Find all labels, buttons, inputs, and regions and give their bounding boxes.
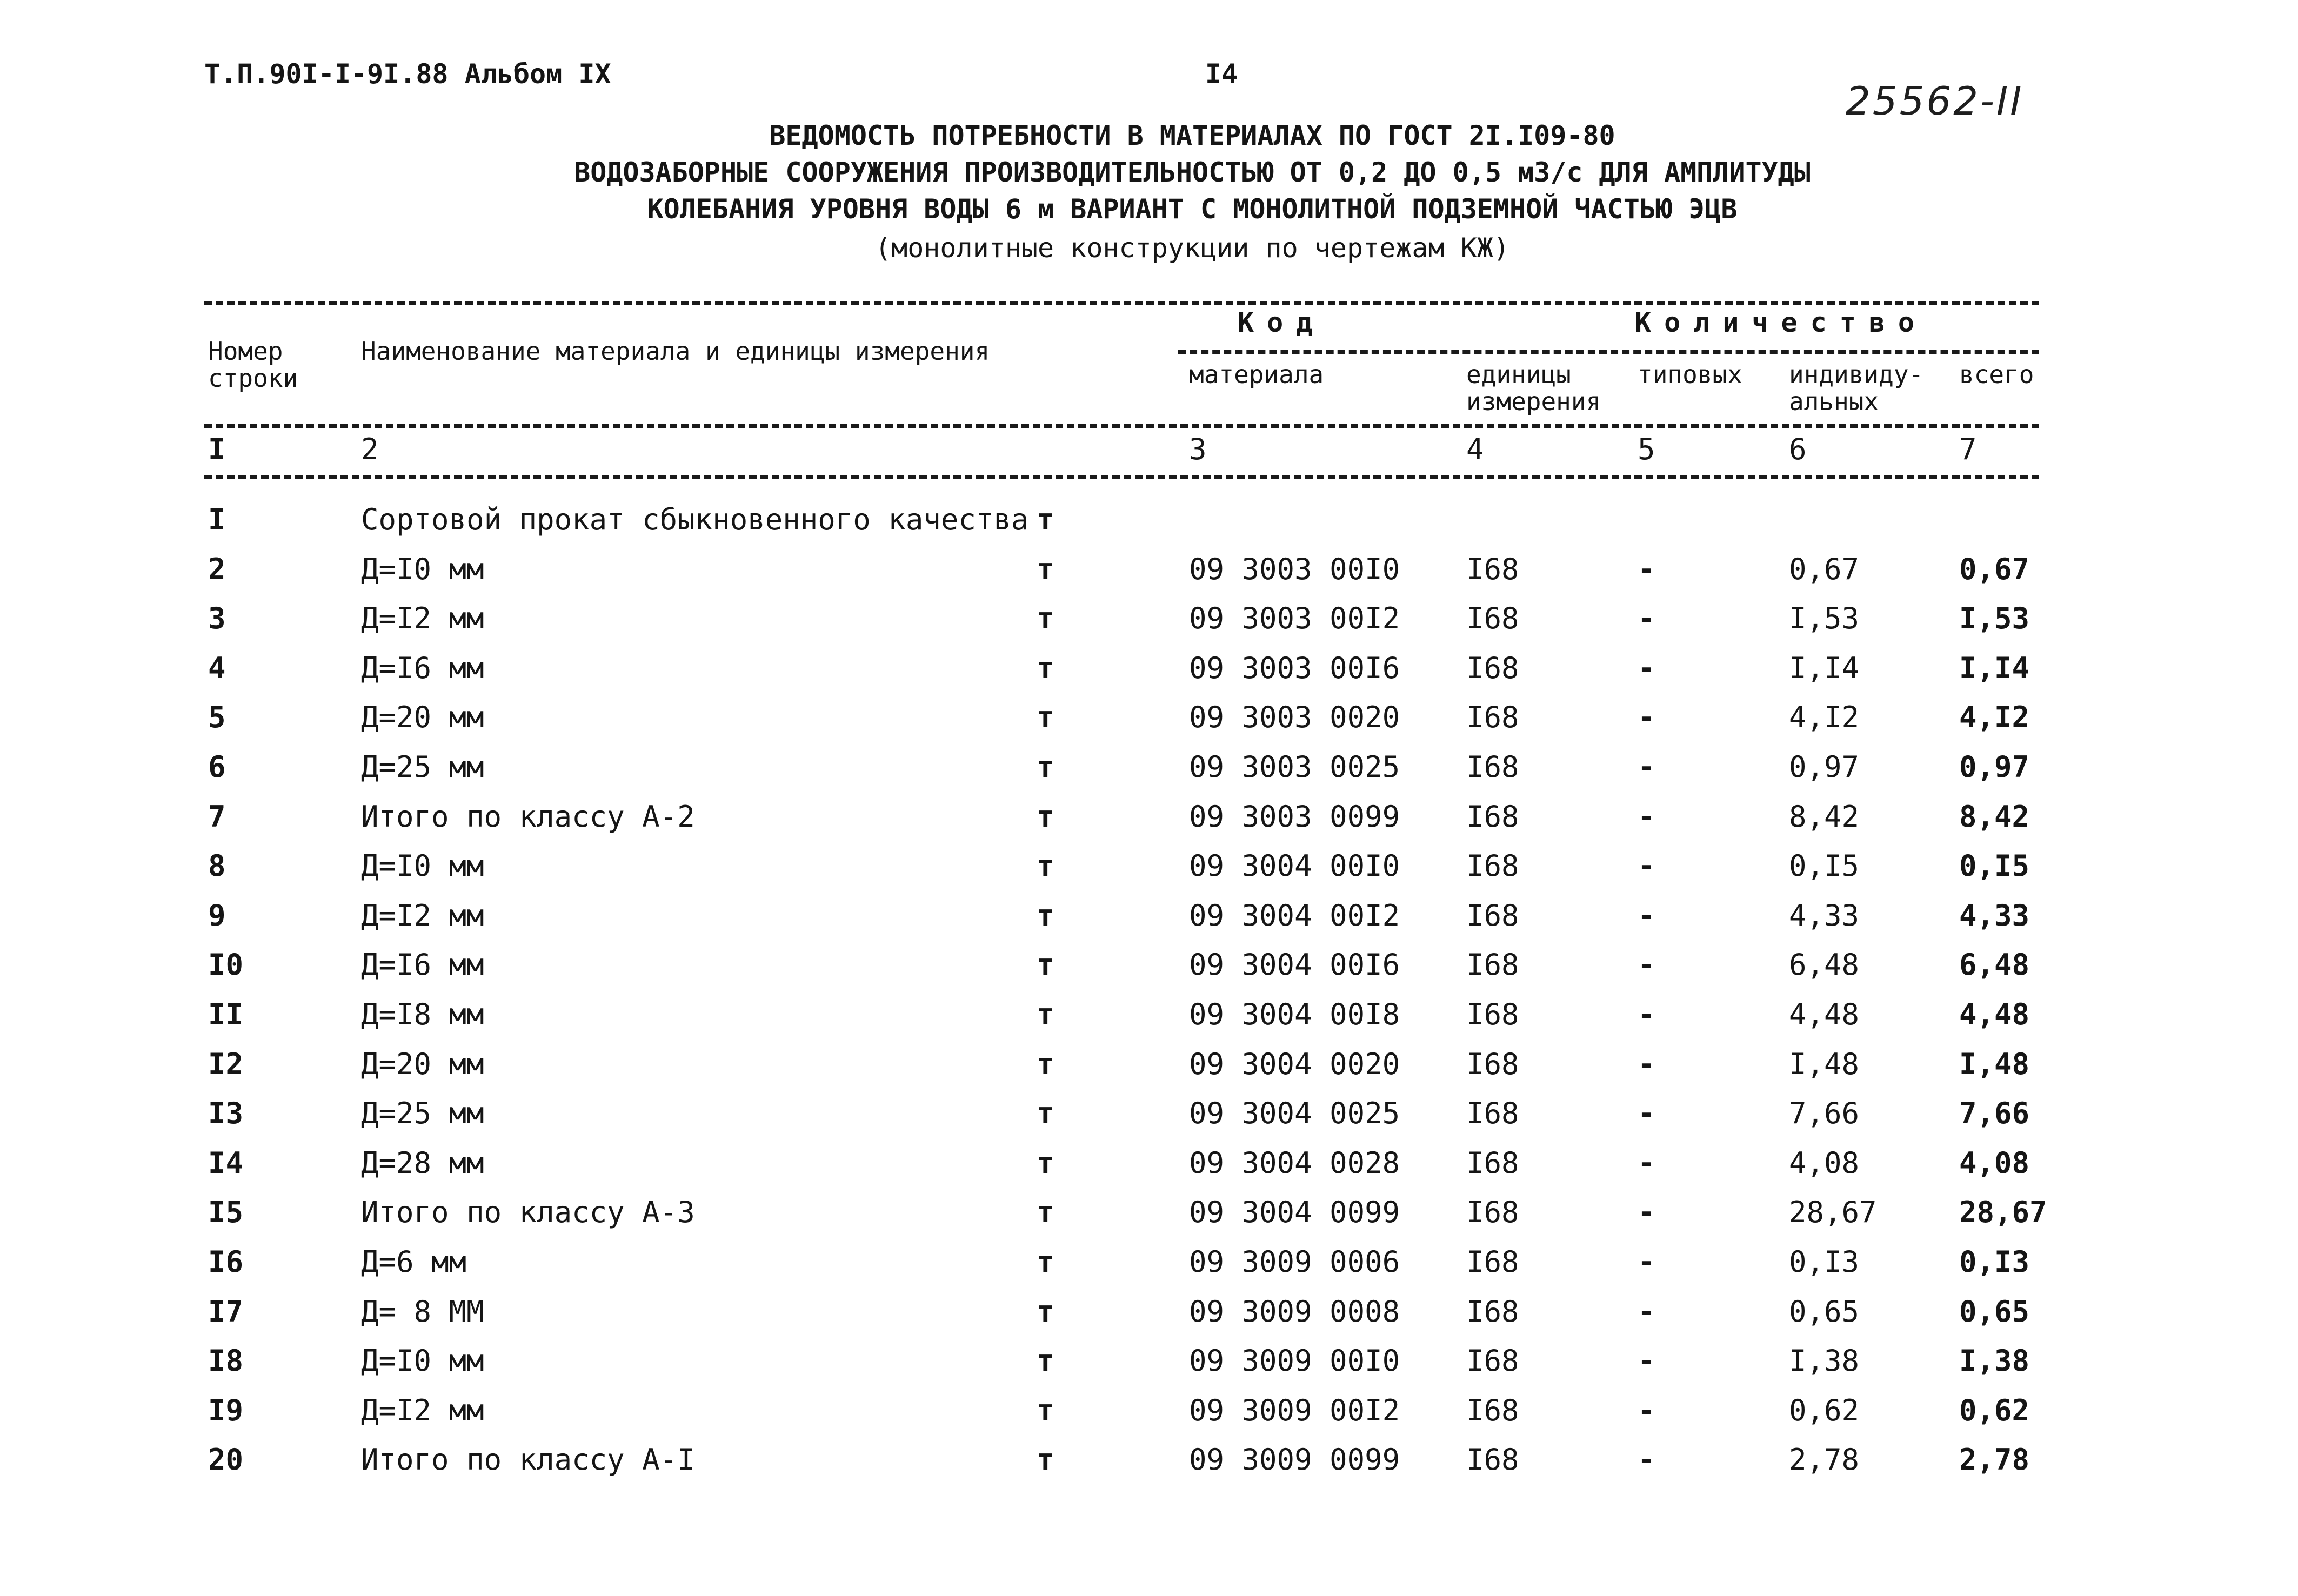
unit-code-cell: I68 bbox=[1466, 948, 1519, 982]
qty-typical-cell: - bbox=[1638, 552, 1655, 586]
row-number-cell: I bbox=[208, 502, 226, 537]
unit-cell: т bbox=[1037, 1295, 1054, 1329]
document-title: ВЕДОМОСТЬ ПОТРЕБНОСТИ В МАТЕРИАЛАХ ПО ГОСТ 2I.I09-80 bbox=[769, 120, 1615, 151]
unit-code-cell: I68 bbox=[1466, 997, 1519, 1031]
table-row bbox=[0, 849, 2298, 898]
qty-individual-cell: 4,48 bbox=[1789, 997, 1860, 1031]
unit-code-cell: I68 bbox=[1466, 800, 1519, 834]
row-number-cell: II bbox=[208, 997, 244, 1031]
unit-code-cell: I68 bbox=[1466, 700, 1519, 734]
document-subtitle-note: (монолитные конструкции по чертежам КЖ) bbox=[875, 232, 1509, 264]
qty-typical-cell: - bbox=[1638, 601, 1655, 635]
page-number: I4 bbox=[1205, 58, 1238, 90]
qty-typical-cell: - bbox=[1638, 700, 1655, 734]
unit-code-cell: I68 bbox=[1466, 1146, 1519, 1180]
qty-individual-cell: 0,I5 bbox=[1789, 849, 1860, 883]
unit-cell: т bbox=[1037, 1344, 1054, 1378]
material-code-cell: 09 3004 00I2 bbox=[1189, 898, 1400, 933]
document-subtitle-line-1: ВОДОЗАБОРНЫЕ СООРУЖЕНИЯ ПРОИЗВОДИТЕЛЬНОСТЬЮ ОТ 0,2 ДО 0,5 м3/с ДЛЯ АМПЛИТУДЫ bbox=[574, 157, 1811, 188]
qty-total-cell: 0,97 bbox=[1959, 750, 2030, 784]
table-row bbox=[0, 1245, 2298, 1294]
qty-individual-cell: 0,I3 bbox=[1789, 1245, 1860, 1279]
unit-cell: т bbox=[1037, 898, 1054, 933]
material-name-cell: Д=25 мм bbox=[361, 1096, 484, 1130]
material-name-cell: Д=20 мм bbox=[361, 1047, 484, 1081]
qty-individual-cell: 6,48 bbox=[1789, 948, 1860, 982]
material-code-cell: 09 3009 0006 bbox=[1189, 1245, 1400, 1279]
qty-total-cell: 4,08 bbox=[1959, 1146, 2030, 1180]
unit-code-cell: I68 bbox=[1466, 1393, 1519, 1427]
unit-code-cell: I68 bbox=[1466, 750, 1519, 784]
qty-typical-cell: - bbox=[1638, 1344, 1655, 1378]
unit-code-cell: I68 bbox=[1466, 1195, 1519, 1229]
qty-total-cell: 0,67 bbox=[1959, 552, 2030, 586]
qty-individual-cell: I,48 bbox=[1789, 1047, 1860, 1081]
unit-cell: т bbox=[1037, 700, 1054, 734]
material-code-cell: 09 3004 0020 bbox=[1189, 1047, 1400, 1081]
material-name-cell: Д=I6 мм bbox=[361, 651, 484, 685]
unit-cell: т bbox=[1037, 800, 1054, 834]
qty-individual-cell: 7,66 bbox=[1789, 1096, 1860, 1130]
unit-cell: т bbox=[1037, 601, 1054, 635]
qty-total-cell: 8,42 bbox=[1959, 800, 2030, 834]
material-code-cell: 09 3003 0020 bbox=[1189, 700, 1400, 734]
material-name-cell: Сортовой прокат сбыкновенного качества bbox=[361, 502, 1029, 537]
material-code-cell: 09 3003 0099 bbox=[1189, 800, 1400, 834]
qty-total-cell: I,I4 bbox=[1959, 651, 2030, 685]
material-code-cell: 09 3003 00I2 bbox=[1189, 601, 1400, 635]
material-code-cell: 09 3003 0025 bbox=[1189, 750, 1400, 784]
column-number-4: 4 bbox=[1466, 432, 1484, 466]
qty-typical-cell: - bbox=[1638, 849, 1655, 883]
qty-total-cell: 7,66 bbox=[1959, 1096, 2030, 1130]
material-name-cell: Итого по классу А-I bbox=[361, 1443, 695, 1477]
document-code: Т.П.90I-I-9I.88 Альбом IX bbox=[204, 58, 611, 90]
qty-total-cell: I,38 bbox=[1959, 1344, 2030, 1378]
unit-cell: т bbox=[1037, 1393, 1054, 1427]
qty-typical-cell: - bbox=[1638, 948, 1655, 982]
qty-total-cell: 2,78 bbox=[1959, 1443, 2030, 1477]
material-code-cell: 09 3004 0025 bbox=[1189, 1096, 1400, 1130]
column-number-5: 5 bbox=[1638, 432, 1655, 466]
unit-cell: т bbox=[1037, 1096, 1054, 1130]
row-number-cell: I2 bbox=[208, 1047, 244, 1081]
table-row bbox=[0, 1443, 2298, 1492]
table-row bbox=[0, 1047, 2298, 1096]
column-number-2: 2 bbox=[361, 432, 379, 466]
header-row-number: Номер строки bbox=[208, 337, 298, 393]
header-qty-individual: индивиду- альных bbox=[1789, 360, 1924, 416]
material-name-cell: Д=I8 мм bbox=[361, 997, 484, 1031]
qty-total-cell: 4,I2 bbox=[1959, 700, 2030, 734]
qty-typical-cell: - bbox=[1638, 1047, 1655, 1081]
qty-individual-cell: I,53 bbox=[1789, 601, 1860, 635]
unit-cell: т bbox=[1037, 750, 1054, 784]
column-numbers-top-rule bbox=[204, 424, 2039, 428]
unit-code-cell: I68 bbox=[1466, 1245, 1519, 1279]
qty-individual-cell: 0,97 bbox=[1789, 750, 1860, 784]
table-row bbox=[0, 1295, 2298, 1344]
header-qty-typical: типовых bbox=[1638, 360, 1742, 389]
table-row bbox=[0, 1096, 2298, 1145]
row-number-cell: I6 bbox=[208, 1245, 244, 1279]
unit-code-cell: I68 bbox=[1466, 1047, 1519, 1081]
unit-cell: т bbox=[1037, 1195, 1054, 1229]
qty-typical-cell: - bbox=[1638, 1195, 1655, 1229]
unit-code-cell: I68 bbox=[1466, 898, 1519, 933]
material-code-cell: 09 3004 00I0 bbox=[1189, 849, 1400, 883]
material-code-cell: 09 3009 00I2 bbox=[1189, 1393, 1400, 1427]
row-number-cell: 5 bbox=[208, 700, 226, 734]
material-name-cell: Д=25 мм bbox=[361, 750, 484, 784]
column-number-1: I bbox=[208, 432, 226, 466]
row-number-cell: 4 bbox=[208, 651, 226, 685]
qty-total-cell: 6,48 bbox=[1959, 948, 2030, 982]
table-row bbox=[0, 1344, 2298, 1393]
material-name-cell: Д=I2 мм bbox=[361, 898, 484, 933]
code-group-rule bbox=[1178, 350, 2039, 354]
qty-typical-cell: - bbox=[1638, 1393, 1655, 1427]
header-code-group: Код bbox=[1238, 307, 1326, 338]
row-number-cell: I8 bbox=[208, 1344, 244, 1378]
unit-code-cell: I68 bbox=[1466, 1096, 1519, 1130]
material-code-cell: 09 3009 0099 bbox=[1189, 1443, 1400, 1477]
row-number-cell: I3 bbox=[208, 1096, 244, 1130]
header-code-material: материала bbox=[1189, 360, 1324, 389]
qty-total-cell: 28,67 bbox=[1959, 1195, 2047, 1229]
material-name-cell: Д=6 мм bbox=[361, 1245, 467, 1279]
row-number-cell: I0 bbox=[208, 948, 244, 982]
table-top-rule bbox=[204, 301, 2039, 305]
qty-typical-cell: - bbox=[1638, 1096, 1655, 1130]
qty-typical-cell: - bbox=[1638, 1295, 1655, 1329]
row-number-cell: I5 bbox=[208, 1195, 244, 1229]
header-quantity-group: Количество bbox=[1635, 307, 1928, 338]
table-row bbox=[0, 651, 2298, 700]
table-row bbox=[0, 1195, 2298, 1244]
unit-cell: т bbox=[1037, 948, 1054, 982]
row-number-cell: I9 bbox=[208, 1393, 244, 1427]
qty-individual-cell: 8,42 bbox=[1789, 800, 1860, 834]
qty-typical-cell: - bbox=[1638, 1443, 1655, 1477]
table-row bbox=[0, 750, 2298, 799]
qty-individual-cell: 0,65 bbox=[1789, 1295, 1860, 1329]
material-code-cell: 09 3004 0099 bbox=[1189, 1195, 1400, 1229]
unit-code-cell: I68 bbox=[1466, 552, 1519, 586]
qty-total-cell: 4,33 bbox=[1959, 898, 2030, 933]
qty-typical-cell: - bbox=[1638, 1245, 1655, 1279]
column-numbers-bottom-rule bbox=[204, 475, 2039, 479]
qty-individual-cell: 28,67 bbox=[1789, 1195, 1877, 1229]
unit-cell: т bbox=[1037, 651, 1054, 685]
qty-individual-cell: I,38 bbox=[1789, 1344, 1860, 1378]
table-row bbox=[0, 1393, 2298, 1443]
qty-individual-cell: I,I4 bbox=[1789, 651, 1860, 685]
material-code-cell: 09 3004 00I8 bbox=[1189, 997, 1400, 1031]
qty-individual-cell: 0,67 bbox=[1789, 552, 1860, 586]
unit-cell: т bbox=[1037, 552, 1054, 586]
material-name-cell: Д=I0 мм bbox=[361, 849, 484, 883]
material-name-cell: Д=20 мм bbox=[361, 700, 484, 734]
material-name-cell: Д= 8 ММ bbox=[361, 1295, 484, 1329]
row-number-cell: 8 bbox=[208, 849, 226, 883]
unit-cell: т bbox=[1037, 1245, 1054, 1279]
qty-total-cell: I,53 bbox=[1959, 601, 2030, 635]
qty-individual-cell: 0,62 bbox=[1789, 1393, 1860, 1427]
document-subtitle-line-2: КОЛЕБАНИЯ УРОВНЯ ВОДЫ 6 м ВАРИАНТ С МОНОЛИТНОЙ ПОДЗЕМНОЙ ЧАСТЬЮ ЭЦВ bbox=[647, 193, 1738, 225]
unit-code-cell: I68 bbox=[1466, 1344, 1519, 1378]
qty-total-cell: 0,62 bbox=[1959, 1393, 2030, 1427]
table-row bbox=[0, 997, 2298, 1047]
material-name-cell: Д=28 мм bbox=[361, 1146, 484, 1180]
table-row bbox=[0, 898, 2298, 948]
material-code-cell: 09 3003 00I0 bbox=[1189, 552, 1400, 586]
material-name-cell: Итого по классу А-2 bbox=[361, 800, 695, 834]
column-number-7: 7 bbox=[1959, 432, 1977, 466]
qty-total-cell: 4,48 bbox=[1959, 997, 2030, 1031]
table-row bbox=[0, 800, 2298, 849]
qty-individual-cell: 2,78 bbox=[1789, 1443, 1860, 1477]
material-name-cell: Д=I6 мм bbox=[361, 948, 484, 982]
unit-cell: т bbox=[1037, 1146, 1054, 1180]
material-code-cell: 09 3009 00I0 bbox=[1189, 1344, 1400, 1378]
row-number-cell: 7 bbox=[208, 800, 226, 834]
unit-code-cell: I68 bbox=[1466, 601, 1519, 635]
row-number-cell: 9 bbox=[208, 898, 226, 933]
unit-cell: т bbox=[1037, 849, 1054, 883]
qty-total-cell: I,48 bbox=[1959, 1047, 2030, 1081]
qty-typical-cell: - bbox=[1638, 800, 1655, 834]
qty-total-cell: 0,65 bbox=[1959, 1295, 2030, 1329]
row-number-cell: I7 bbox=[208, 1295, 244, 1329]
material-code-cell: 09 3004 0028 bbox=[1189, 1146, 1400, 1180]
row-number-cell: 2 bbox=[208, 552, 226, 586]
material-code-cell: 09 3004 00I6 bbox=[1189, 948, 1400, 982]
unit-code-cell: I68 bbox=[1466, 1295, 1519, 1329]
qty-individual-cell: 4,08 bbox=[1789, 1146, 1860, 1180]
material-name-cell: Д=I0 мм bbox=[361, 552, 484, 586]
row-number-cell: 3 bbox=[208, 601, 226, 635]
row-number-cell: I4 bbox=[208, 1146, 244, 1180]
row-number-cell: 6 bbox=[208, 750, 226, 784]
header-material-name: Наименование материала и единицы измерения bbox=[361, 337, 990, 366]
qty-typical-cell: - bbox=[1638, 898, 1655, 933]
material-code-cell: 09 3009 0008 bbox=[1189, 1295, 1400, 1329]
material-name-cell: Д=I0 мм bbox=[361, 1344, 484, 1378]
material-name-cell: Итого по классу А-3 bbox=[361, 1195, 695, 1229]
row-number-cell: 20 bbox=[208, 1443, 244, 1477]
unit-code-cell: I68 bbox=[1466, 849, 1519, 883]
qty-individual-cell: 4,I2 bbox=[1789, 700, 1860, 734]
inventory-number: 25562-II bbox=[1846, 78, 2024, 124]
table-row bbox=[0, 552, 2298, 601]
header-qty-total: всего bbox=[1959, 360, 2034, 389]
qty-individual-cell: 4,33 bbox=[1789, 898, 1860, 933]
qty-total-cell: 0,I5 bbox=[1959, 849, 2030, 883]
table-row bbox=[0, 700, 2298, 749]
material-name-cell: Д=I2 мм bbox=[361, 1393, 484, 1427]
header-code-unit: единицы измерения bbox=[1466, 360, 1601, 416]
qty-typical-cell: - bbox=[1638, 1146, 1655, 1180]
unit-cell: т bbox=[1037, 1047, 1054, 1081]
qty-typical-cell: - bbox=[1638, 750, 1655, 784]
unit-cell: т bbox=[1037, 1443, 1054, 1477]
qty-total-cell: 0,I3 bbox=[1959, 1245, 2030, 1279]
table-row bbox=[0, 601, 2298, 651]
unit-code-cell: I68 bbox=[1466, 651, 1519, 685]
column-number-6: 6 bbox=[1789, 432, 1807, 466]
qty-typical-cell: - bbox=[1638, 651, 1655, 685]
table-row bbox=[0, 502, 2298, 552]
unit-cell: т bbox=[1037, 997, 1054, 1031]
table-row bbox=[0, 948, 2298, 997]
unit-cell: т bbox=[1037, 502, 1054, 537]
table-row bbox=[0, 1146, 2298, 1195]
material-name-cell: Д=I2 мм bbox=[361, 601, 484, 635]
qty-typical-cell: - bbox=[1638, 997, 1655, 1031]
column-number-3: 3 bbox=[1189, 432, 1207, 466]
material-code-cell: 09 3003 00I6 bbox=[1189, 651, 1400, 685]
unit-code-cell: I68 bbox=[1466, 1443, 1519, 1477]
